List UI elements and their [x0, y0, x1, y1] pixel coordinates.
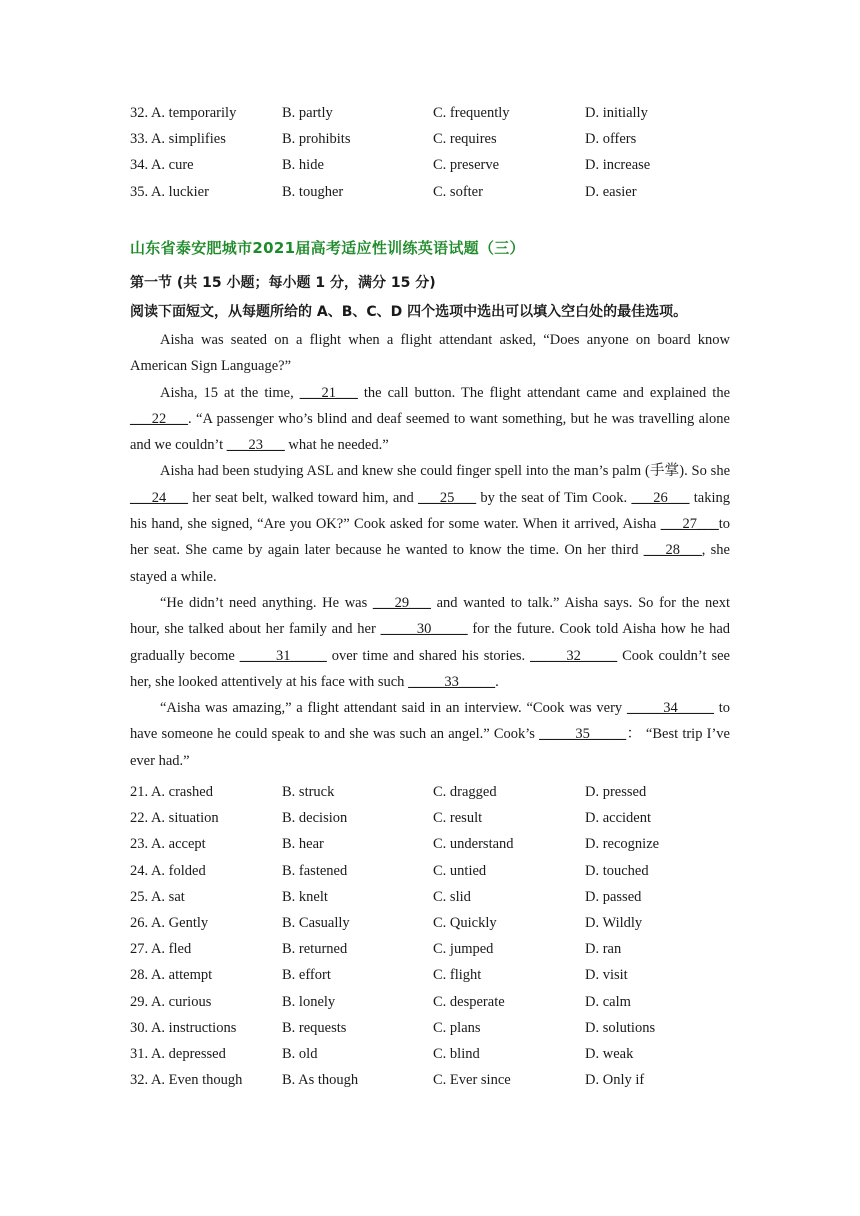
option-a: 29. A. curious: [130, 993, 212, 1010]
option-a: 34. A. cure: [130, 157, 194, 174]
passage-text: taking his hand, she signed, “Are you OK?” Cook asked for some water. When it arrived, Aisha: [130, 489, 730, 533]
option-c: C. flight: [433, 967, 482, 984]
option-row: [130, 779, 750, 805]
option-c: C. Quickly: [433, 914, 497, 931]
option-b: B. Casually: [282, 914, 350, 931]
option-b: B. tougher: [282, 183, 344, 200]
option-a: 28. A. attempt: [130, 967, 213, 984]
option-d: D. calm: [585, 993, 631, 1010]
option-row: [130, 989, 750, 1015]
blank-33: _____33_____: [408, 673, 496, 690]
option-c: C. result: [433, 810, 483, 827]
passage-paragraph: [130, 695, 730, 774]
option-d: D. recognize: [585, 836, 660, 853]
option-row: [130, 1067, 750, 1093]
passage-paragraph: [130, 327, 730, 380]
option-a: 27. A. fled: [130, 941, 192, 958]
option-b: B. partly: [282, 105, 333, 121]
passage-paragraph: [130, 458, 730, 589]
passage-paragraph: [130, 380, 730, 459]
option-b: B. fastened: [282, 862, 348, 879]
option-d: D. easier: [585, 183, 637, 200]
blank-30: _____30_____: [380, 621, 468, 638]
option-row: [130, 126, 750, 152]
option-d: D. weak: [585, 1045, 634, 1062]
option-d: D. accident: [585, 810, 652, 827]
section-title: 山东省泰安肥城市2021届高考适应性训练英语试题（三）: [130, 239, 525, 257]
blank-21: ___21___: [299, 384, 358, 401]
option-b: B. knelt: [282, 888, 328, 905]
option-row: [130, 858, 750, 884]
blank-34: _____34_____: [626, 700, 714, 717]
blank-28: ___28___: [643, 542, 702, 559]
blank-32: _____32_____: [530, 647, 618, 664]
option-a: 26. A. Gently: [130, 914, 209, 931]
blank-23: ___23___: [226, 437, 285, 454]
option-c: C. understand: [433, 836, 514, 853]
option-a: 25. A. sat: [130, 888, 185, 905]
passage-text: the call button. The flight attendant came and explained the: [357, 384, 730, 401]
option-c: C. dragged: [433, 784, 497, 800]
passage-text: .: [495, 673, 499, 690]
option-b: B. decision: [282, 810, 348, 827]
option-row: [130, 100, 750, 126]
option-c: C. blind: [433, 1045, 480, 1062]
option-c: C. softer: [433, 183, 483, 200]
passage-text: . “A passenger who’s blind and deaf seemed to want something, but he was travelling alone and we couldn’t: [130, 410, 730, 454]
passage-text: what he needed.”: [284, 437, 389, 454]
passage-text: Cook couldn’t see her, she looked attentively at his face with such: [130, 647, 730, 690]
option-b: B. requests: [282, 1019, 347, 1036]
option-b: B. hide: [282, 157, 324, 174]
passage-text: by the seat of Tim Cook.: [476, 489, 632, 506]
option-a: 22. A. situation: [130, 810, 219, 827]
option-b: B. hear: [282, 836, 324, 853]
option-d: D. offers: [585, 131, 637, 148]
option-d: D. solutions: [585, 1019, 656, 1036]
option-row: [130, 884, 750, 910]
option-row: [130, 179, 750, 205]
option-row: [130, 1041, 750, 1067]
option-row: [130, 910, 750, 936]
passage-text: “He didn’t need anything. He was: [160, 594, 373, 611]
blank-31: _____31_____: [239, 647, 327, 664]
passage-text: , she stayed a while.: [130, 542, 730, 585]
option-d: D. passed: [585, 888, 642, 905]
passage-text: and wanted to talk.” Aisha says. So for the next hour, she talked about her family and her: [130, 594, 730, 638]
blank-24: ___24___: [130, 489, 188, 506]
option-row: [130, 962, 750, 988]
passage-text: Aisha was seated on a flight when a flight attendant asked, “Does anyone on board know American Sign Language?”: [130, 332, 730, 375]
option-c: C. preserve: [433, 157, 500, 174]
option-a: 21. A. crashed: [130, 784, 213, 800]
passage-text: for the future. Cook told Aisha how he had gradually become: [130, 621, 731, 664]
option-c: C. requires: [433, 131, 497, 148]
blank-35: _____35_____: [539, 726, 627, 743]
option-c: C. untied: [433, 862, 487, 879]
instructions: 阅读下面短文，从每题所给的 A、B、C、D 四个选项中选出可以填入空白处的最佳选项。: [130, 304, 688, 320]
passage-text: Aisha, 15 at the time,: [160, 384, 300, 401]
options-list-previous: [130, 100, 750, 205]
option-a: 32. A. Even though: [130, 1072, 243, 1089]
option-a: 31. A. depressed: [130, 1045, 226, 1062]
option-b: B. effort: [282, 967, 331, 984]
option-d: D. Wildly: [585, 914, 643, 931]
cloze-passage: [130, 327, 730, 774]
passage-text: “Aisha was amazing,” a flight attendant said in an interview. “Cook was very: [160, 700, 627, 717]
option-d: D. touched: [585, 862, 649, 879]
options-list: [130, 779, 750, 1093]
option-a: 32. A. temporarily: [130, 105, 237, 121]
option-a: 24. A. folded: [130, 862, 206, 879]
blank-25: ___25___: [418, 489, 477, 506]
option-d: D. pressed: [585, 784, 647, 800]
option-c: C. jumped: [433, 941, 494, 958]
option-c: C. desperate: [433, 993, 505, 1010]
passage-paragraph: [130, 590, 730, 695]
option-row: [130, 831, 750, 857]
option-a: 30. A. instructions: [130, 1019, 237, 1036]
blank-27: ___27___: [660, 516, 719, 533]
option-b: B. As though: [282, 1072, 359, 1089]
passage-text: Aisha had been studying ASL and knew she could finger spell into the man’s palm (手掌). So she: [160, 463, 730, 480]
option-row: [130, 936, 750, 962]
option-d: D. increase: [585, 157, 651, 174]
section-label: 第一节 (共 15 小题；每小题 1 分，满分 15 分): [130, 275, 436, 291]
option-d: D. ran: [585, 941, 622, 958]
option-b: B. returned: [282, 941, 348, 958]
passage-text: to her seat. She came by again later because he wanted to know the time. On her third: [130, 516, 730, 559]
passage-text: over time and shared his stories.: [326, 647, 531, 664]
option-b: B. lonely: [282, 993, 336, 1010]
passage-text: her seat belt, walked toward him, and: [188, 489, 419, 506]
option-c: C. Ever since: [433, 1072, 511, 1089]
option-d: D. visit: [585, 967, 628, 984]
option-row: [130, 152, 750, 178]
blank-26: ___26___: [631, 489, 690, 506]
option-row: [130, 1015, 750, 1041]
passage-text: ： “Best trip I’ve ever had.”: [130, 726, 730, 769]
option-c: C. frequently: [433, 105, 510, 121]
blank-29: ___29___: [372, 594, 431, 611]
option-row: [130, 805, 750, 831]
option-d: D. Only if: [585, 1072, 645, 1089]
option-b: B. old: [282, 1045, 318, 1062]
passage-text: to have someone he could speak to and she was such an angel.” Cook’s: [130, 700, 731, 743]
option-a: 35. A. luckier: [130, 183, 209, 200]
option-c: C. slid: [433, 888, 471, 905]
blank-22: ___22___: [130, 410, 188, 427]
option-a: 33. A. simplifies: [130, 131, 226, 148]
option-a: 23. A. accept: [130, 836, 206, 853]
option-b: B. struck: [282, 784, 335, 800]
option-c: C. plans: [433, 1019, 481, 1036]
option-b: B. prohibits: [282, 131, 351, 148]
option-d: D. initially: [585, 105, 648, 121]
